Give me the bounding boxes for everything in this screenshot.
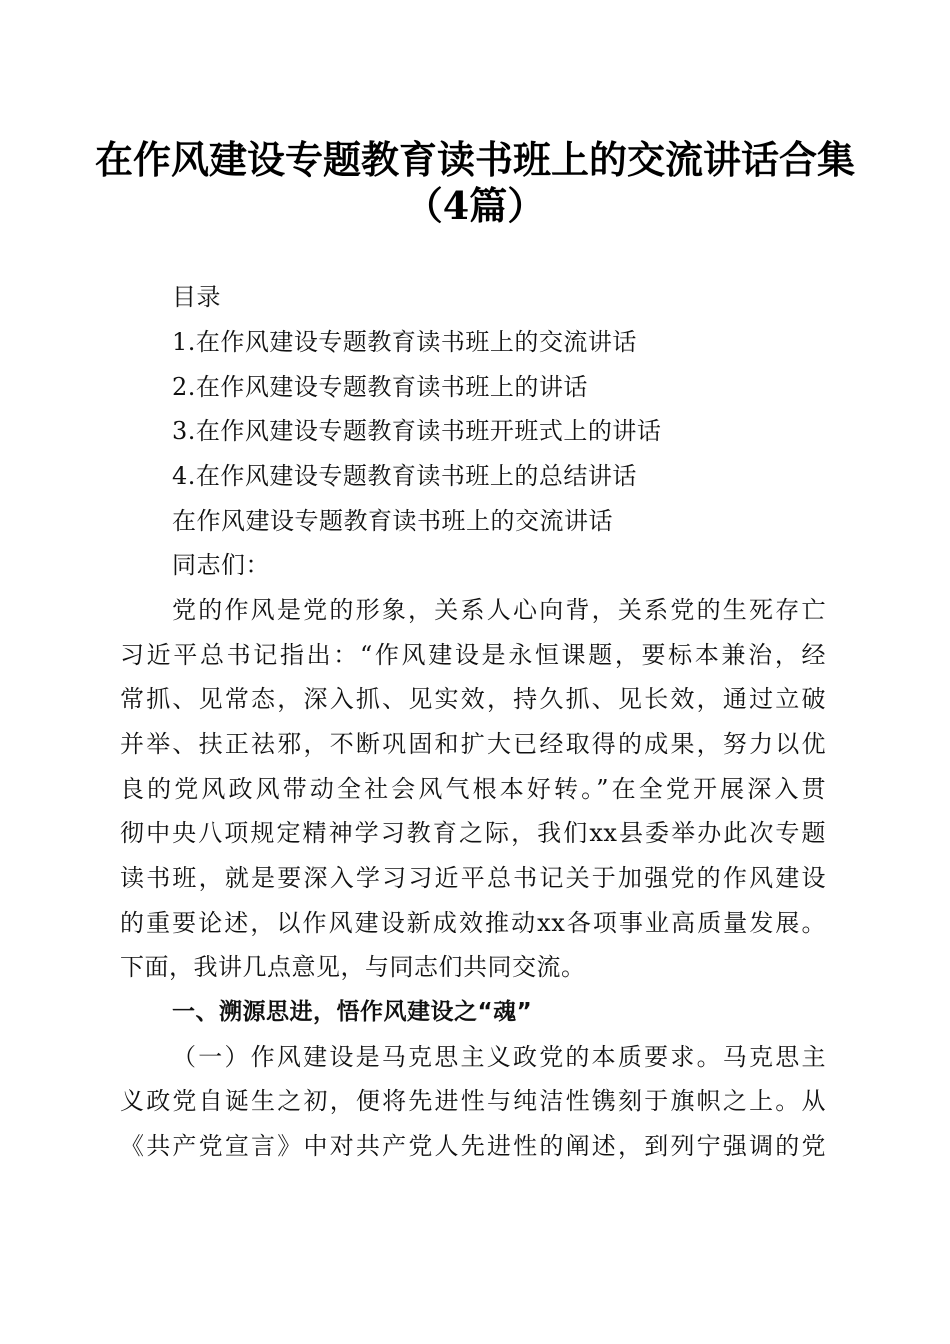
toc-item-3: 3.在作风建设专题教育读书班开班式上的讲话 — [172, 417, 662, 445]
paragraph-line: 常抓、见常态，深入抓、见实效，持久抓、见长效，通过立破 — [120, 685, 826, 713]
toc-heading: 目录 — [172, 283, 221, 311]
paragraph-line: 下面，我讲几点意见，与同志们共同交流。 — [120, 953, 586, 981]
document-title-line1: 在作风建设专题教育读书班上的交流讲话合集 — [94, 137, 855, 182]
salutation: 同志们： — [172, 551, 270, 579]
paragraph-line: 良的党风政风带动全社会风气根本好转。”在全党开展深入贯 — [120, 775, 826, 803]
paragraph-line: 义政党自诞生之初，便将先进性与纯洁性镌刻于旗帜之上。从 — [120, 1087, 826, 1115]
speech-title: 在作风建设专题教育读书班上的交流讲话 — [172, 507, 613, 535]
toc-item-1: 1.在作风建设专题教育读书班上的交流讲话 — [172, 328, 637, 356]
paragraph-line: 党的作风是党的形象，关系人心向背，关系党的生死存亡 — [172, 596, 826, 624]
section-heading: 一、溯源思进，悟作风建设之“魂” — [172, 999, 533, 1025]
document-title-line2: （4篇） — [404, 183, 546, 228]
paragraph-line: 彻中央八项规定精神学习教育之际，我们xx县委举办此次专题 — [120, 819, 826, 847]
paragraph-line: 《共产党宣言》中对共产党人先进性的阐述，到列宁强调的党 — [120, 1132, 826, 1160]
toc-item-4: 4.在作风建设专题教育读书班上的总结讲话 — [172, 462, 637, 490]
paragraph-line: 读书班，就是要深入学习习近平总书记关于加强党的作风建设 — [120, 864, 826, 892]
paragraph-line: 习近平总书记指出：“作风建设是永恒课题，要标本兼治，经 — [120, 641, 826, 669]
toc-item-2: 2.在作风建设专题教育读书班上的讲话 — [172, 373, 588, 401]
paragraph-line: 并举、扶正祛邪，不断巩固和扩大已经取得的成果，努力以优 — [120, 730, 826, 758]
paragraph-line: 的重要论述，以作风建设新成效推动xx各项事业高质量发展。 — [120, 909, 826, 937]
paragraph-line: （一）作风建设是马克思主义政党的本质要求。马克思主 — [172, 1043, 826, 1071]
